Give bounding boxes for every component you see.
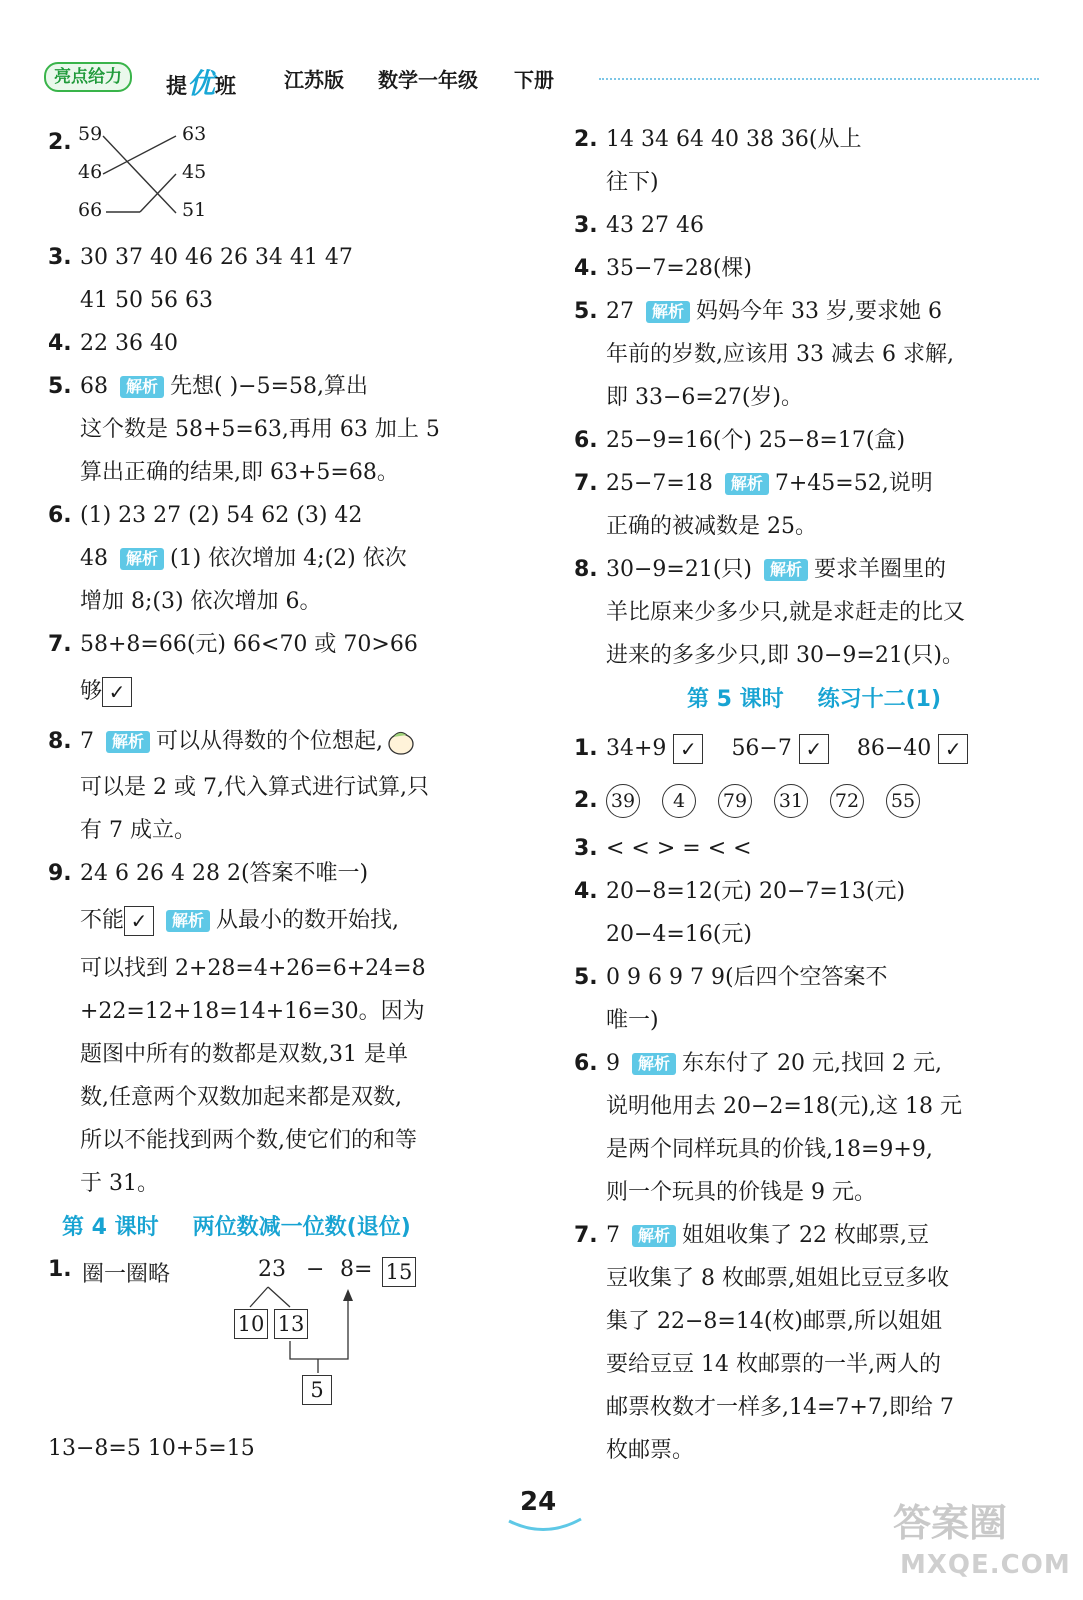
answer-line <box>48 1119 540 1162</box>
question-number: 5. <box>48 374 72 399</box>
answer-text: 25−7=18 <box>606 471 713 496</box>
checkbox-checked: ✓ <box>673 734 703 764</box>
edition-label: 江苏版 <box>284 68 344 92</box>
answer-line <box>574 1300 1054 1343</box>
peach-icon <box>383 727 417 757</box>
answer-line <box>48 236 540 279</box>
question-number: 1. <box>574 736 598 761</box>
explanation-text: 可以是 2 或 7,代入算式进行试算,只 <box>80 775 429 800</box>
question-number: 3. <box>574 213 598 238</box>
answer-line <box>48 1162 540 1205</box>
answer-line <box>574 333 1054 376</box>
answer-line <box>574 591 1054 634</box>
analysis-tag: 解析 <box>120 548 164 570</box>
answer-line <box>574 376 1054 419</box>
brand-pre: 提 <box>166 74 187 98</box>
question-number: 4. <box>48 331 72 356</box>
answer-line <box>48 365 540 408</box>
watermark-logo: 答案圈 <box>893 1501 1008 1545</box>
explanation-text: 要给豆豆 14 枚邮票的一半,两人的 <box>606 1352 941 1377</box>
explanation-text: 数,任意两个双数加起来都是双数, <box>80 1085 402 1110</box>
answer-line <box>48 766 540 809</box>
section-title-lesson-5 <box>574 677 1054 723</box>
match-right-3: 51 <box>182 199 207 221</box>
explanation-text: +22=12+18=14+16=30。因为 <box>80 999 425 1024</box>
answer-line <box>574 1429 1054 1472</box>
answer-text: 27 <box>606 299 634 324</box>
answer-text: 圈一圈略 <box>82 1262 171 1287</box>
explanation-text: 枚邮票。 <box>606 1438 695 1463</box>
answer-line <box>574 1085 1054 1128</box>
explanation-text: 羊比原来少多少只,就是求赶走的比又 <box>606 600 965 625</box>
answer-line <box>574 247 1054 290</box>
explanation-text: 增加 8;(3) 依次增加 6。 <box>80 589 322 614</box>
analysis-tag: 解析 <box>632 1225 676 1247</box>
answer-line <box>48 990 540 1033</box>
answer-text: 唯一) <box>606 1008 659 1033</box>
page-swoosh-icon <box>505 1515 585 1537</box>
brand-name <box>166 62 236 102</box>
match-left-1: 59 <box>78 123 103 145</box>
lesson-label: 第 5 课时 <box>686 687 784 712</box>
answer-line <box>48 580 540 623</box>
subject-label: 数学一年级 <box>378 68 478 92</box>
question-number: 6. <box>48 503 72 528</box>
answer-line <box>48 1427 540 1470</box>
answer-line <box>48 408 540 451</box>
analysis-tag: 解析 <box>166 910 210 932</box>
answer-text: 58+8=66(元) 66<70 或 70>66 <box>80 632 418 657</box>
answer-line <box>574 1214 1054 1257</box>
question-number: 2. <box>48 130 72 155</box>
circled-number: 79 <box>718 784 752 818</box>
explanation-text: 即 33−6=27(岁)。 <box>606 385 804 410</box>
answer-text: 30 37 40 46 26 34 41 47 <box>80 245 353 270</box>
brand-post: 班 <box>215 74 237 98</box>
answer-line <box>574 956 1054 999</box>
question-number: 3. <box>48 245 72 270</box>
explanation-text: 进来的多多少只,即 30−9=21(只)。 <box>606 643 965 668</box>
explanation-text: 先想( )−5=58,算出 <box>170 374 369 399</box>
question-number: 8. <box>574 557 598 582</box>
answer-line <box>574 505 1054 548</box>
explanation-text: 妈妈今年 33 岁,要求她 6 <box>696 299 942 324</box>
diagram-lines <box>48 1251 428 1427</box>
answer-line <box>574 634 1054 677</box>
answer-line <box>48 947 540 990</box>
answer-line <box>574 1386 1054 1429</box>
question-number: 1. <box>48 1257 72 1282</box>
circled-number: 55 <box>886 784 920 818</box>
answer-line <box>574 913 1054 956</box>
analysis-tag: 解析 <box>646 301 690 323</box>
answer-line <box>574 204 1054 247</box>
answer-line <box>574 999 1054 1042</box>
answer-text: 20−4=16(元) <box>606 922 753 947</box>
answer-text: 0 9 6 9 7 9(后四个空答案不 <box>606 965 888 990</box>
header-rule <box>599 78 1039 80</box>
match-line <box>103 136 176 213</box>
answer-text: 35−7=28(棵) <box>606 256 753 281</box>
explanation-text: 说明他用去 20−2=18(元),这 18 元 <box>606 1094 962 1119</box>
answer-text: (1) 23 27 (2) 54 62 (3) 42 <box>80 503 363 528</box>
answer-text: 24 6 26 4 28 2(答案不唯一) <box>80 861 369 886</box>
answer-line <box>48 1076 540 1119</box>
answer-line <box>574 1042 1054 1085</box>
question-number: 5. <box>574 299 598 324</box>
circled-number: 39 <box>606 784 640 818</box>
answer-line <box>574 827 1054 870</box>
analysis-tag: 解析 <box>725 473 769 495</box>
checkbox-checked: ✓ <box>938 734 968 764</box>
answer-line <box>48 451 540 494</box>
circled-number: 31 <box>774 784 808 818</box>
answer-line <box>574 1171 1054 1214</box>
answer-line <box>48 279 540 322</box>
question-number: 3. <box>574 836 598 861</box>
result-box: 15 <box>382 1257 416 1287</box>
question-number: 7. <box>574 1223 598 1248</box>
analysis-tag: 解析 <box>106 731 150 753</box>
explanation-text: 算出正确的结果,即 63+5=68。 <box>80 460 399 485</box>
lesson-title: 两位数减一位数(退位) <box>192 1215 411 1240</box>
question-number: 7. <box>574 471 598 496</box>
explanation-text: 7+45=52,说明 <box>774 471 933 496</box>
page-number: 24 <box>520 1487 557 1517</box>
explanation-text: 要求羊圈里的 <box>814 557 947 582</box>
answer-line <box>48 809 540 852</box>
match-left-3: 66 <box>78 199 103 221</box>
question-number: 4. <box>574 256 598 281</box>
answer-text: 9 <box>606 1051 620 1076</box>
explanation-text: 从最小的数开始找, <box>216 908 400 933</box>
answer-line <box>574 419 1054 462</box>
explanation-text: 于 31。 <box>80 1171 159 1196</box>
match-line <box>103 136 176 174</box>
question-number: 2. <box>574 127 598 152</box>
checkbox-checked: ✓ <box>102 677 132 707</box>
answer-text: 往下) <box>606 170 659 195</box>
answer-text: 够 <box>80 679 103 704</box>
question-number: 7. <box>48 632 72 657</box>
page-header <box>44 58 1044 100</box>
expression-text: 86−40 <box>856 736 932 761</box>
answer-line <box>48 537 540 580</box>
explanation-text: 有 7 成立。 <box>80 818 196 843</box>
answer-line <box>48 1033 540 1076</box>
left-column <box>48 118 540 1470</box>
answer-text: 不能 <box>80 908 125 933</box>
answer-line <box>48 623 540 666</box>
subtraction-diagram <box>48 1251 540 1427</box>
minus-sign: − <box>306 1257 325 1282</box>
match-right-1: 63 <box>182 123 207 145</box>
split-box-ones: 13 <box>274 1309 308 1339</box>
circled-number: 4 <box>662 784 696 818</box>
answer-text: 7 <box>80 729 94 754</box>
match-right-2: 45 <box>182 161 207 183</box>
analysis-tag: 解析 <box>632 1053 676 1075</box>
answer-text: 13−8=5 10+5=15 <box>48 1436 255 1461</box>
question-number: 8. <box>48 729 72 754</box>
right-column <box>574 118 1054 1472</box>
explanation-text: 可以找到 2+28=4+26=6+24=8 <box>80 956 426 981</box>
explanation-text: 则一个玩具的价钱是 9 元。 <box>606 1180 876 1205</box>
answer-line <box>574 118 1054 161</box>
answer-text: 48 <box>80 546 108 571</box>
expression-text: 34+9 <box>606 736 667 761</box>
explanation-text: 年前的岁数,应该用 33 减去 6 求解, <box>606 342 954 367</box>
match-left-2: 46 <box>78 161 103 183</box>
watermark-url: MXQE.COM <box>900 1550 1071 1580</box>
explanation-text: (1) 依次增加 4;(2) 依次 <box>170 546 407 571</box>
volume-label: 下册 <box>514 68 554 92</box>
answer-text: 43 27 46 <box>606 213 704 238</box>
answer-text: 14 34 64 40 38 36(从上 <box>606 127 862 152</box>
circled-number: 72 <box>830 784 864 818</box>
answer-line <box>574 870 1054 913</box>
answer-line <box>48 718 540 766</box>
explanation-text: 是两个同样玩具的价钱,18=9+9, <box>606 1137 933 1162</box>
matching-exercise <box>48 118 540 236</box>
answer-line <box>574 1257 1054 1300</box>
difference-box: 5 <box>302 1375 332 1405</box>
explanation-text: 集了 22−8=14(枚)邮票,所以姐姐 <box>606 1309 943 1334</box>
explanation-text: 豆收集了 8 枚邮票,姐姐比豆豆多收 <box>606 1266 949 1291</box>
answer-text: < < > = < < <box>606 836 752 861</box>
answer-line <box>574 1343 1054 1386</box>
answer-text: 20−8=12(元) 20−7=13(元) <box>606 879 906 904</box>
answer-line <box>48 895 540 947</box>
explanation-text: 姐姐收集了 22 枚邮票,豆 <box>682 1223 929 1248</box>
answer-text: 30−9=21(只) <box>606 557 753 582</box>
answer-line <box>48 852 540 895</box>
analysis-tag: 解析 <box>764 559 808 581</box>
answer-line <box>48 322 540 365</box>
answer-line <box>574 548 1054 591</box>
question-number: 6. <box>574 428 598 453</box>
explanation-text: 题图中所有的数都是双数,31 是单 <box>80 1042 408 1067</box>
section-title-lesson-4 <box>48 1205 540 1251</box>
question-number: 9. <box>48 861 72 886</box>
explanation-text: 所以不能找到两个数,使它们的和等 <box>80 1128 417 1153</box>
answer-text: 22 36 40 <box>80 331 178 356</box>
answer-line <box>574 723 1054 775</box>
answer-line <box>574 775 1054 827</box>
brand-big: 优 <box>187 67 216 100</box>
answer-text: 7 <box>606 1223 620 1248</box>
brand-badge: 亮点给力 <box>44 62 132 92</box>
answer-line <box>48 494 540 537</box>
question-number: 2. <box>574 788 598 813</box>
answer-line <box>48 666 540 718</box>
answer-line <box>574 161 1054 204</box>
answer-line <box>574 462 1054 505</box>
answer-text: 68 <box>80 374 108 399</box>
checkbox-checked: ✓ <box>124 906 154 936</box>
question-number: 5. <box>574 965 598 990</box>
matching-lines <box>48 118 248 236</box>
explanation-text: 东东付了 20 元,找回 2 元, <box>682 1051 942 1076</box>
answer-text: 25−9=16(个) 25−8=17(盒) <box>606 428 906 453</box>
split-box-tens: 10 <box>234 1309 268 1339</box>
question-number: 4. <box>574 879 598 904</box>
subtrahend: 8= <box>340 1257 373 1282</box>
checkbox-checked: ✓ <box>799 734 829 764</box>
explanation-text: 可以从得数的个位想起, <box>156 729 384 754</box>
answer-line <box>574 290 1054 333</box>
explanation-text: 邮票枚数才一样多,14=7+7,即给 7 <box>606 1395 954 1420</box>
answer-line <box>574 1128 1054 1171</box>
analysis-tag: 解析 <box>120 376 164 398</box>
explanation-text: 正确的被减数是 25。 <box>606 514 817 539</box>
answer-text: 41 50 56 63 <box>80 288 213 313</box>
minuend: 23 <box>258 1257 286 1282</box>
explanation-text: 这个数是 58+5=63,再用 63 加上 5 <box>80 417 440 442</box>
expression-text: 56−7 <box>731 736 792 761</box>
lesson-label: 第 4 课时 <box>62 1215 159 1240</box>
question-number: 6. <box>574 1051 598 1076</box>
lesson-title: 练习十二(1) <box>817 687 942 712</box>
